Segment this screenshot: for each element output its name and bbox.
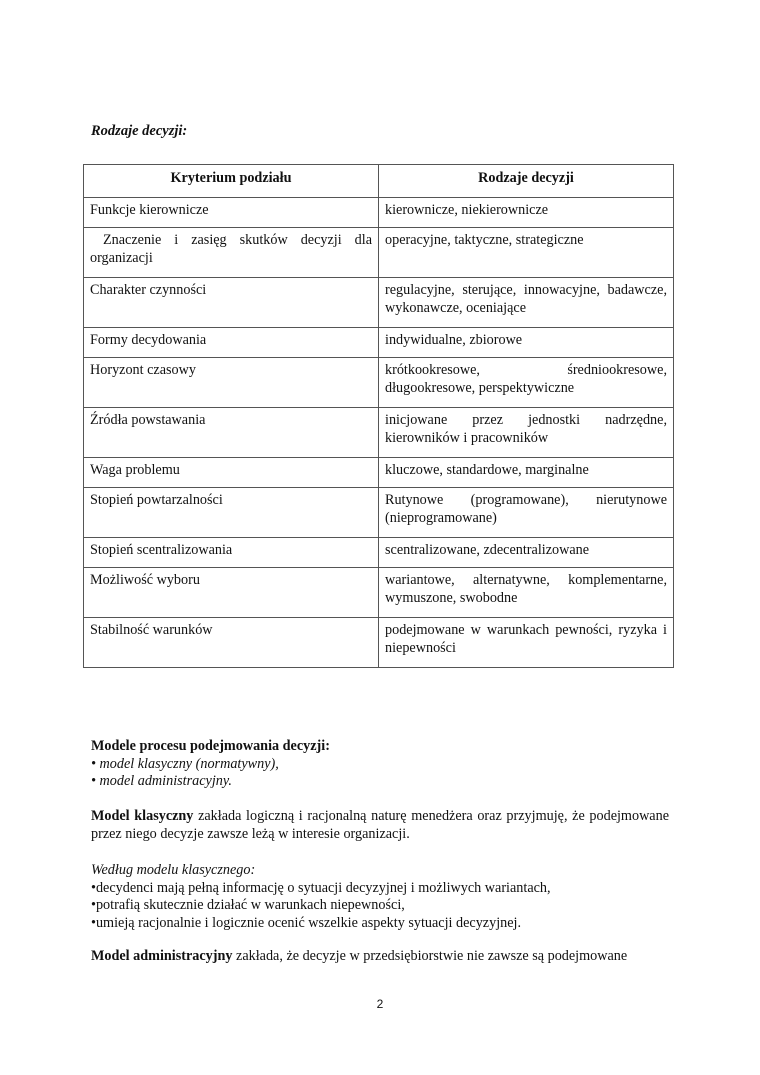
section-heading: Rodzaje decyzji: [91,123,188,139]
list-item: • model administracyjny. [91,773,232,789]
list-item: • model klasyczny (normatywny), [91,755,279,772]
classic-list-title: Według modelu klasycznego: [91,862,256,878]
table-cell-criterion: Źródła powstawania [84,408,379,458]
table-cell-criterion: Stopień scentralizowania [84,538,379,568]
classic-model-term: Model klasyczny [91,808,194,824]
table-cell-criterion: Formy decydowania [84,328,379,358]
decision-types-table [83,164,674,668]
table-header-row [84,165,674,198]
admin-model-paragraph [91,948,669,966]
table-cell-criterion: Horyzont czasowy [84,358,379,408]
table-header-criterion: Kryterium podziału [84,165,379,198]
classic-model-text: zakłada logiczną i racjonalną naturę menedżera oraz przyjmuję, że podejmowane przez niego decyzje zawsze leżą w interesie organizacji. [91,808,669,842]
table-row [84,228,674,278]
models-section [91,738,669,791]
table-cell-criterion: Stabilność warunków [84,618,379,668]
table-row [84,568,674,618]
table-row [84,328,674,358]
table-row [84,618,674,668]
page-number: 2 [376,997,384,1011]
table-header-types: Rodzaje decyzji [379,165,674,198]
list-item: •decydenci mają pełną informację o sytuacji decyzyjnej i możliwych wariantach, [91,879,551,896]
table-cell-types: podejmowane w warunkach pewności, ryzyka i niepewności [379,618,674,668]
table-cell-types: operacyjne, taktyczne, strategiczne [379,228,674,278]
table-cell-criterion: Charakter czynności [84,278,379,328]
table-cell-criterion: Funkcje kierownicze [84,198,379,228]
classic-model-list [91,862,669,932]
table-cell-types: krótkookresowe, średniookresowe, długookresowe, perspektywiczne [379,358,674,408]
admin-model-term: Model administracyjny [91,948,233,964]
list-item: •umieją racjonalnie i logicznie ocenić wszelkie aspekty sytuacji decyzyjnej. [91,914,522,931]
table-cell-types: scentralizowane, zdecentralizowane [379,538,674,568]
table-cell-types: kierownicze, niekierownicze [379,198,674,228]
table-cell-criterion: Stopień powtarzalności [84,488,379,538]
table-cell-types: regulacyjne, sterujące, innowacyjne, badawcze, wykonawcze, oceniające [379,278,674,328]
table-row [84,408,674,458]
table-cell-types: wariantowe, alternatywne, komplementarne, wymuszone, swobodne [379,568,674,618]
table-cell-types: kluczowe, standardowe, marginalne [379,458,674,488]
table-cell-criterion: Waga problemu [84,458,379,488]
admin-model-text: zakłada, że decyzje w przedsiębiorstwie nie zawsze są podejmowane [232,948,628,964]
table-row [84,458,674,488]
table-row [84,538,674,568]
table-cell-types: Rutynowe (programowane), nierutynowe (nieprogramowane) [379,488,674,538]
table-cell-types: inicjowane przez jednostki nadrzędne, kierowników i pracowników [379,408,674,458]
classic-model-paragraph [91,808,669,843]
table-row [84,278,674,328]
table-cell-types: indywidualne, zbiorowe [379,328,674,358]
table-row [84,488,674,538]
models-title: Modele procesu podejmowania decyzji: [91,738,330,754]
table-row [84,198,674,228]
list-item: •potrafią skutecznie działać w warunkach niepewności, [91,897,405,913]
table-cell-criterion: Możliwość wyboru [84,568,379,618]
table-row [84,358,674,408]
table-cell-criterion: Znaczenie i zasięg skutków decyzji dla organizacji [84,228,379,278]
